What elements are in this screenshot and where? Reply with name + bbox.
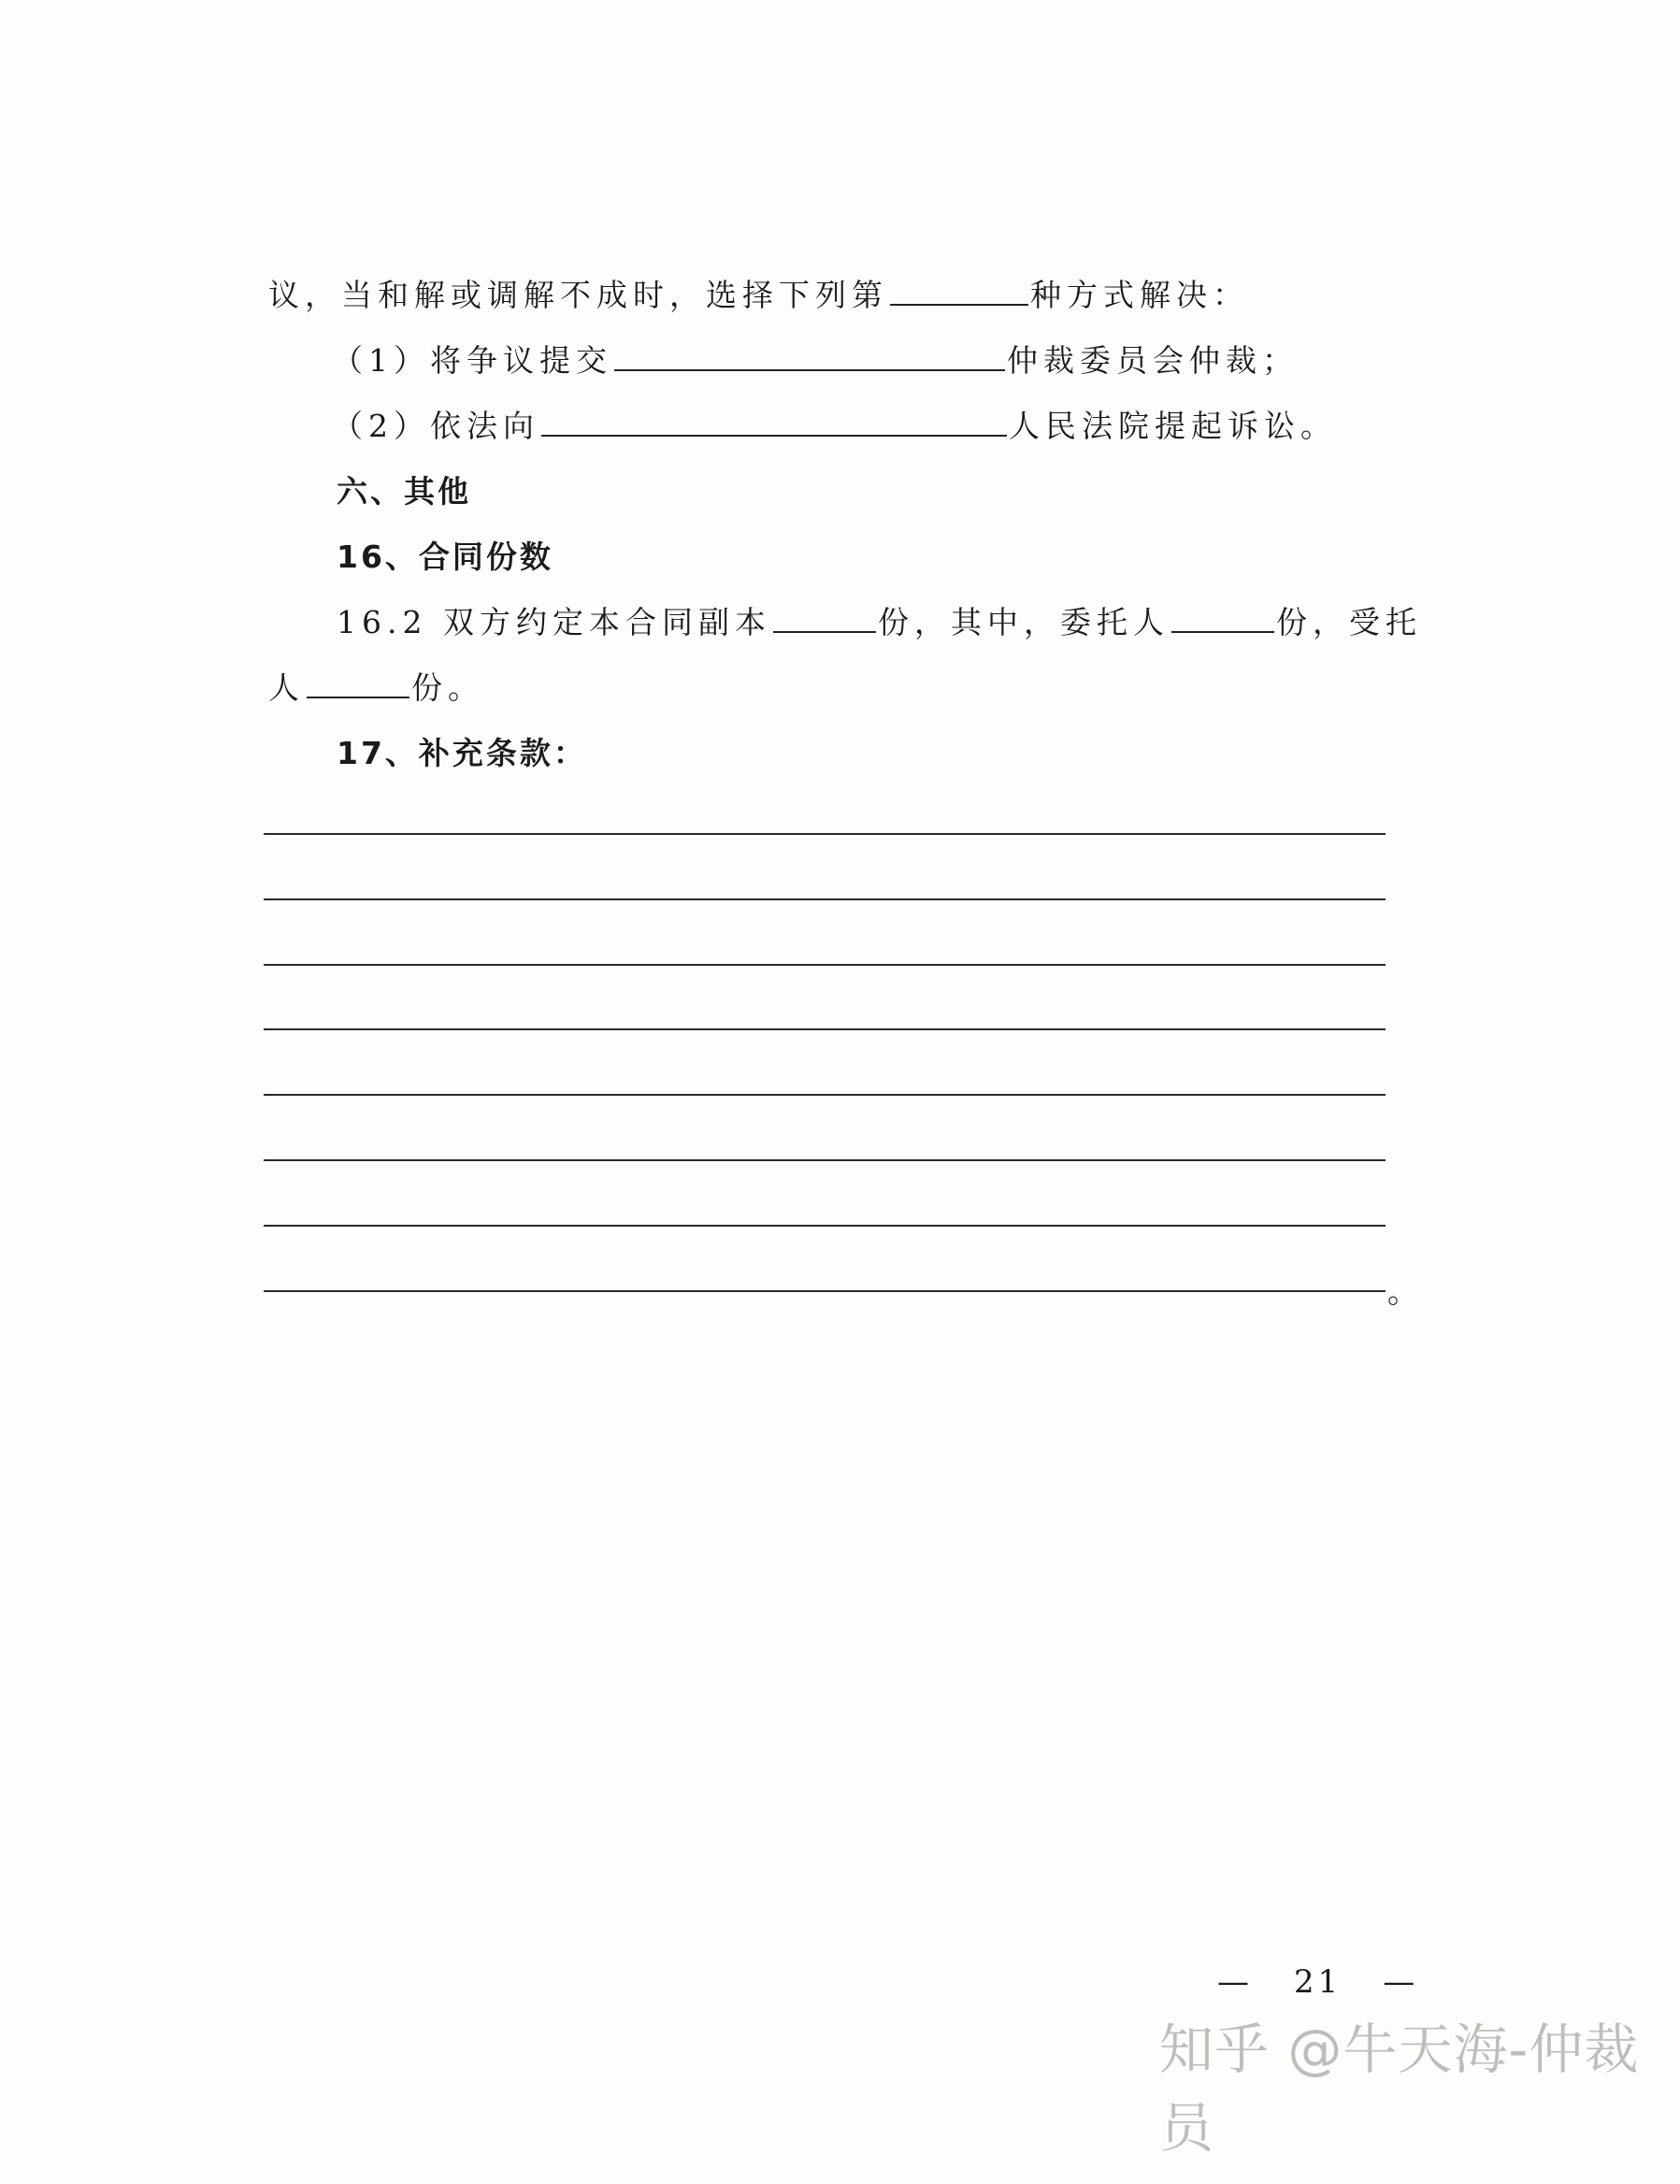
clause-16-2-continued — [268, 668, 484, 709]
method-number-blank[interactable] — [890, 276, 1028, 306]
text: 16.2 双方约定本合同副本 — [337, 604, 771, 640]
copies-total-blank[interactable] — [773, 603, 876, 633]
supplement-line[interactable] — [264, 1290, 1386, 1292]
supplement-line[interactable] — [264, 833, 1386, 835]
page-number-value: 21 — [1294, 1963, 1343, 2001]
text: 议，当和解或调解不成时，选择下列第 — [268, 277, 888, 313]
clause-16-heading: 16、合同份数 — [337, 539, 553, 575]
text: 份，受托 — [1275, 604, 1422, 640]
supplement-line[interactable] — [264, 1159, 1386, 1161]
option-litigation — [332, 406, 1337, 447]
end-period: 。 — [1387, 1273, 1418, 1310]
text: 份。 — [411, 669, 484, 706]
text: 仲裁委员会仲裁； — [1007, 342, 1299, 379]
text: 份，其中，委托人 — [877, 604, 1170, 640]
watermark: 知乎 @牛天海-仲裁员 — [1159, 2018, 1640, 2160]
text: 种方式解决： — [1030, 277, 1249, 313]
page-number — [1197, 1963, 1439, 2001]
supplement-line[interactable] — [264, 1028, 1386, 1030]
copies-principal-blank[interactable] — [1171, 603, 1274, 633]
dash: — — [1217, 1963, 1253, 2001]
supplement-line[interactable] — [264, 1225, 1386, 1227]
text: （2）依法向 — [332, 408, 539, 444]
dash: — — [1383, 1963, 1419, 2001]
supplement-line[interactable] — [264, 898, 1386, 900]
section-6-heading: 六、其他 — [337, 473, 471, 510]
option-arbitration — [332, 340, 1299, 381]
supplement-line[interactable] — [264, 964, 1386, 966]
clause-17-heading: 17、补充条款： — [337, 735, 587, 771]
text: 人 — [268, 669, 305, 706]
text: 人民法院提起诉讼。 — [1009, 408, 1337, 444]
text: （1）将争议提交 — [332, 342, 612, 379]
supplement-line[interactable] — [264, 1094, 1386, 1096]
clause-16-2 — [337, 602, 1422, 643]
copies-agent-blank[interactable] — [307, 668, 409, 698]
arbitration-commission-blank[interactable] — [614, 341, 1005, 371]
dispute-resolution-line — [268, 275, 1249, 316]
court-blank[interactable] — [541, 407, 1007, 437]
